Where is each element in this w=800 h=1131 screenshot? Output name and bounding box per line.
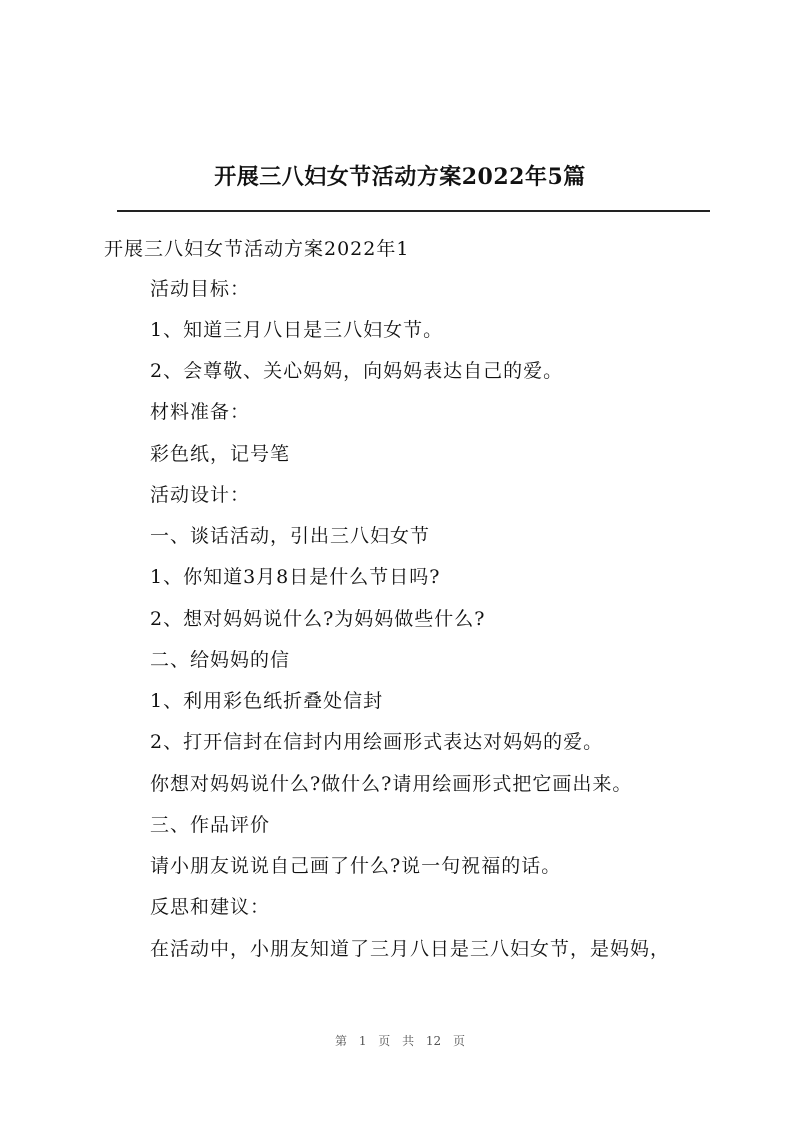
section-heading: 开展三八妇女节活动方案2022年1: [104, 238, 410, 260]
paragraph-line: 二、给妈妈的信: [150, 649, 291, 671]
title-divider: [117, 210, 710, 212]
paragraph-line: 材料准备：: [150, 401, 251, 423]
paragraph-line: 请小朋友说说自己画了什么?说一句祝福的话。: [150, 855, 562, 877]
paragraph-line: 1、知道三月八日是三八妇女节。: [150, 319, 444, 341]
paragraph-line: 彩色纸，记号笔: [150, 443, 291, 465]
paragraph-line: 在活动中，小朋友知道了三月八日是三八妇女节，是妈妈，: [150, 938, 671, 960]
page-number-footer: 第 1 页 共 12 页: [335, 1034, 465, 1048]
paragraph-line: 2、想对妈妈说什么?为妈妈做些什么?: [150, 608, 486, 630]
paragraph-line: 活动设计：: [150, 484, 251, 506]
paragraph-line: 活动目标：: [150, 278, 251, 300]
paragraph-line: 一、谈话活动，引出三八妇女节: [150, 525, 431, 547]
paragraph-line: 你想对妈妈说什么?做什么?请用绘画形式把它画出来。: [150, 773, 633, 795]
document-title: 开展三八妇女节活动方案2022年5篇: [214, 164, 586, 190]
paragraph-line: 反思和建议：: [150, 896, 271, 918]
paragraph-line: 2、会尊敬、关心妈妈，向妈妈表达自己的爱。: [150, 360, 564, 382]
paragraph-line: 2、打开信封在信封内用绘画形式表达对妈妈的爱。: [150, 731, 604, 753]
paragraph-line: 三、作品评价: [150, 814, 271, 836]
paragraph-line: 1、利用彩色纸折叠处信封: [150, 690, 384, 712]
paragraph-line: 1、你知道3月8日是什么节日吗?: [150, 566, 441, 588]
